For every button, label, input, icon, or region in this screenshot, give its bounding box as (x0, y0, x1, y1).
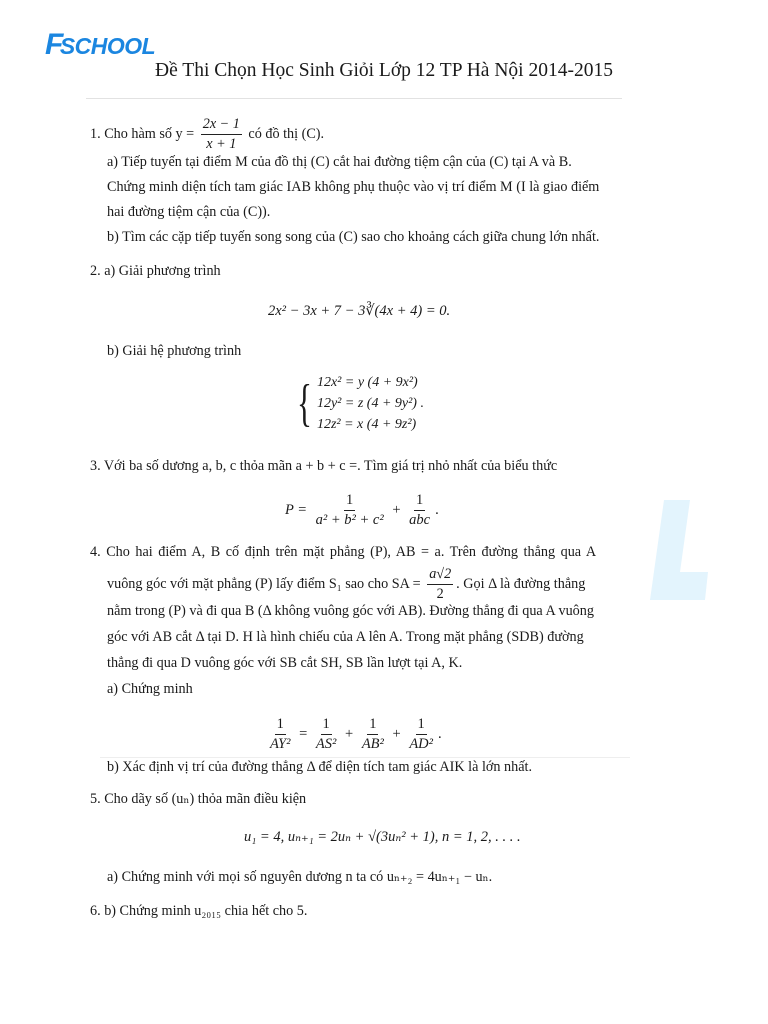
q3-equation (285, 492, 439, 529)
numerator: 1 (367, 716, 378, 735)
numerator: a√2 (427, 566, 453, 585)
fraction (314, 716, 338, 753)
q1-lead: 1. Cho hàm số y = (90, 125, 195, 142)
fraction (427, 566, 453, 603)
system-row: 12z² = x (4 + 9z²) (316, 417, 417, 432)
watermark-logo (650, 500, 710, 600)
q5-a: a) Chứng minh với mọi số nguyên dương n ta có uₙ₊₂ = 4uₙ₊₁ − uₙ. (107, 869, 493, 885)
q4-equation (265, 716, 442, 753)
q1-a-line1: a) Tiếp tuyến tại điểm M của đồ thị (C) cắt hai đường tiệm cận của (C) tại A và B. (107, 154, 572, 170)
numerator: 1 (275, 716, 286, 735)
q1-fraction (201, 116, 242, 153)
q2-a: 2. a) Giải phương trình (90, 263, 221, 279)
document-title: Đề Thi Chọn Học Sinh Giỏi Lớp 12 TP Hà Nội 2014-2015 (155, 60, 613, 81)
q3-text: 3. Với ba số dương a, b, c thỏa mãn a + b + c =. Tìm giá trị nhỏ nhất của biểu thức (90, 458, 558, 474)
numerator: 1 (416, 716, 427, 735)
equals: = (299, 725, 308, 742)
q4-line2 (107, 566, 585, 603)
numerator: 1 (344, 492, 355, 511)
q4-line4: góc với AB cắt Δ tại D. H là hình chiếu của A lên A. Trong mặt phẳng (SDB) đường (107, 629, 584, 645)
brace-icon: { (296, 374, 312, 432)
denominator: AY² (270, 736, 291, 752)
q4-line2-end: . Gọi Δ là đường thẳng (456, 575, 586, 592)
numerator: 2x − 1 (201, 116, 242, 135)
denominator: AS² (315, 736, 337, 752)
fraction (268, 716, 292, 753)
fraction (314, 492, 386, 529)
q1-b: b) Tìm các cặp tiếp tuyến song song của (C) sao cho khoảng cách giữa chung lớn nhất. (107, 229, 600, 245)
denominator: AD² (409, 736, 433, 752)
denominator: 2 (436, 586, 444, 602)
q2-system (292, 372, 424, 435)
plus: + (392, 725, 401, 742)
numerator: 1 (414, 492, 425, 511)
q4-line2-start: vuông góc với mặt phẳng (P) lấy điểm S₁ sao cho SA = (107, 575, 421, 592)
denominator: a² + b² + c² (315, 512, 384, 528)
system-row: 12y² = z (4 + 9y²) . (316, 396, 424, 411)
q4-a: a) Chứng minh (107, 681, 193, 697)
fraction (407, 492, 432, 529)
q4-line1: 4. Cho hai điểm A, B cố định trên mặt phẳng (P), AB = a. Trên đường thẳng qua A (90, 544, 597, 560)
q4-line5: thẳng đi qua D vuông góc với SB cắt SH, SB lần lượt tại A, K. (107, 655, 463, 671)
numerator: 1 (321, 716, 332, 735)
q6-text: 6. b) Chứng minh u₂₀₁₅ chia hết cho 5. (90, 903, 308, 919)
divider (100, 757, 630, 758)
q1-a-line2: Chứng minh diện tích tam giác IAB không phụ thuộc vào vị trí điểm M (I là giao điểm (107, 179, 600, 195)
q5-text: 5. Cho dãy số (uₙ) thỏa mãn điều kiện (90, 791, 307, 807)
denominator: abc (409, 512, 431, 528)
period: . (435, 501, 439, 518)
q2-b: b) Giải hệ phương trình (107, 343, 242, 359)
plus: + (392, 501, 401, 518)
fraction (360, 716, 386, 753)
q2-equation: 2x² − 3x + 7 − 3∛(4x + 4) = 0. (268, 303, 451, 319)
logo-mark: F (45, 28, 63, 61)
q1-a-line3: hai đường tiệm cận của (C)). (107, 204, 271, 220)
q4-line3: nằm trong (P) và đi qua B (Δ không vuông góc với AB). Đường thẳng đi qua A vuông (107, 603, 594, 619)
period: . (438, 725, 442, 742)
plus: + (345, 725, 354, 742)
q1-stem (90, 116, 324, 153)
logo-text: SCHOOL (59, 33, 156, 59)
denominator: x + 1 (206, 136, 237, 152)
denominator: AB² (361, 736, 384, 752)
divider (86, 98, 622, 99)
fraction (407, 716, 435, 753)
system-row: 12x² = y (4 + 9x²) (316, 375, 418, 390)
q4-b: b) Xác định vị trí của đường thẳng Δ để diện tích tam giác AIK là lớn nhất. (107, 759, 533, 775)
lhs: P = (285, 501, 308, 518)
q5-equation: u₁ = 4, uₙ₊₁ = 2uₙ + √(3uₙ² + 1), n = 1, 2, . . . . (244, 829, 521, 845)
fschool-logo (45, 28, 155, 62)
q1-tail: có đồ thị (C). (248, 125, 325, 142)
